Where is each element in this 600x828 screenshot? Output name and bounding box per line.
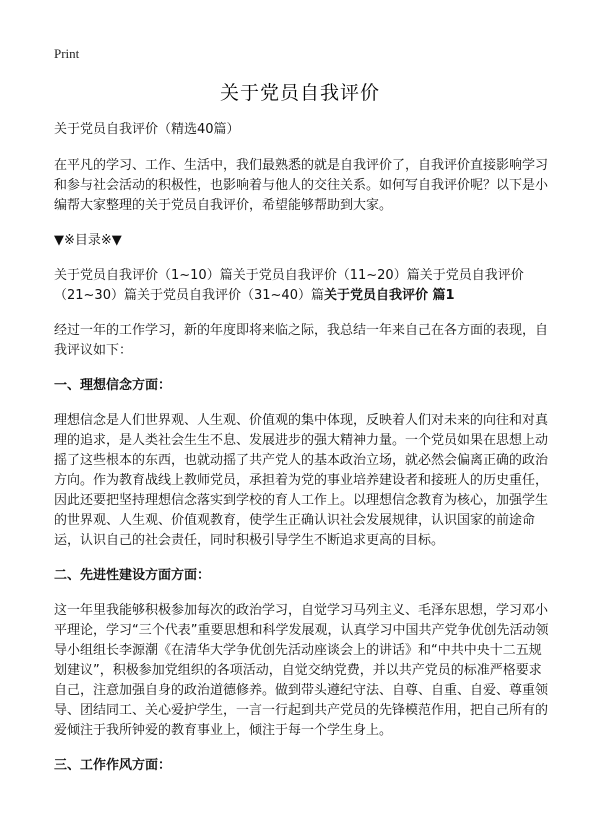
print-link[interactable]: Print [54,46,80,61]
intro-paragraph: 在平凡的学习、工作、生活中，我们最熟悉的就是自我评价了，自我评价直接影响学习和参与社会活动的积极性，也影响着与他人的交往关系。如何写自我评价呢？以下是小编帮大家整理的关于党员自我评价，希望能够帮助到大家。 [54,158,549,213]
page-title: 关于党员自我评价 [219,82,380,104]
section-body-advancement: 这一年里我能够积极参加每次的政治学习，自觉学习马列主义、毛泽东思想，学习邓小平理论，学习“三个代表”重要思想和科学发展观，认真学习中国共产党争优创先活动领导小组组长李源潮《在清华大学争优创先活动座谈会上的讲话》和“中共中央十二五规划建议”，积极参加党组织的各项活动，自觉交纳党费，并以共产党员的标准严格要求自己，注意加强自身的政治道德修养。做到带头遵纪守法、自尊、自重、自爱、尊重领导、团结同工、关心爱护学生，一言一行起到共产党员的先锋模范作用，把自己所有的爱倾注于我所钟爱的教育事业上，倾注于每一个学生身上。 [54,603,549,738]
toc-link-1-10[interactable]: 关于党员自我评价（1~10）篇 [54,268,233,283]
section-heading-work-style: 三、工作作风方面： [54,758,172,773]
section-heading-ideals: 一、理想信念方面： [54,378,172,393]
document-body [54,120,554,791]
table-of-contents [54,266,554,306]
article-1-heading: 关于党员自我评价 篇1 [323,288,455,303]
section-body-ideals: 理想信念是人们世界观、人生观、价值观的集中体现，反映着人们对未来的向往和对真理的追求，是人类社会生生不息、发展进步的强大精神力量。一个党员如果在思想上动摇了这些根本的东西，也就动摇了共产党人的基本政治立场，就必然会偏离正确的政治方向。作为教育战线上教师党员，承担着为党的事业培养建设者和接班人的历史重任，因此还要把坚持理想信念落实到学校的育人工作上。以理想信念教育为核心，加强学生的世界观、人生观、价值观教育，使学生正确认识社会发展规律，认识国家的前途命运，认识自己的社会责任，同时积极引导学生不断追求更高的目标。 [54,413,549,548]
opening-paragraph: 经过一年的工作学习，新的年度即将来临之际，我总结一年来自己在各方面的表现，自我评议如下： [54,323,549,358]
toc-link-11-20[interactable]: 关于党员自我评价（11~20）篇 [232,268,420,283]
section-heading-advancement: 二、先进性建设方面方面： [54,568,211,583]
toc-marker: ▼※目录※▼ [54,233,122,248]
toc-link-21-30[interactable]: 关于党员自我评价（21~30）篇 [54,268,524,303]
document-subtitle: 关于党员自我评价（精选40篇） [54,122,240,137]
toc-link-31-40[interactable]: 关于党员自我评价（31~40）篇 [136,288,324,303]
